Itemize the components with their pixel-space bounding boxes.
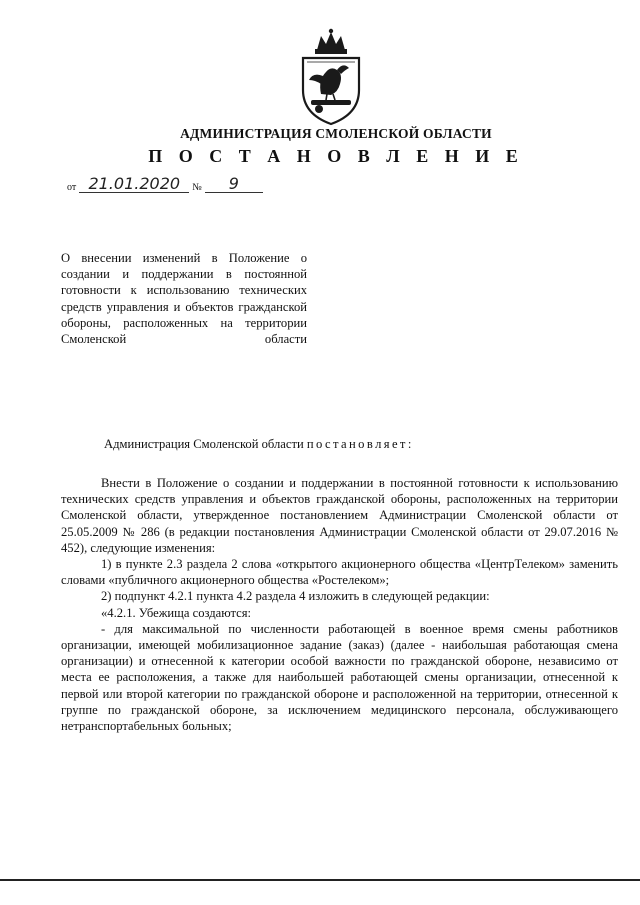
preamble-decree-word: постановляет: — [306, 437, 414, 451]
body-paragraph: 1) в пункте 2.3 раздела 2 слова «открытого акционерного общества «ЦентрТелеком» заменить словами «публичного акционерного общества «Ростелеком»; — [61, 557, 618, 588]
document-body — [61, 475, 618, 734]
document-date: 21.01.2020 — [79, 176, 189, 193]
date-from-label: от — [67, 182, 77, 193]
document-number: 9 — [205, 176, 263, 193]
preamble-lead: Администрация Смоленской области — [104, 437, 307, 451]
document-type-title: П О С Т А Н О В Л Е Н И Е — [148, 146, 524, 166]
bottom-divider — [0, 879, 640, 881]
organization-title: АДМИНИСТРАЦИЯ СМОЛЕНСКОЙ ОБЛАСТИ — [180, 126, 492, 141]
body-paragraph: 2) подпункт 4.2.1 пункта 4.2 раздела 4 изложить в следующей редакции: — [101, 589, 490, 604]
preamble — [104, 437, 414, 452]
document-subject: О внесении изменений в Положение о создании и поддержании в постоянной готовности к использованию технических средств управления и объектов гражданской обороны, расположенных на территории Смоленской области — [61, 251, 307, 347]
number-label: № — [192, 182, 202, 193]
date-number-line — [64, 176, 263, 193]
body-paragraph: - для максимальной по численности работающей в военное время смены работников организации, имеющей мобилизационное задание (заказ) (далее - наибольшая работающая смена организации) и отнесенной к категории особой важности по гражданской обороне, независимо от места ее расположения, а также для наибольшей работающей смены организации, отнесенной к первой или второй категории по гражданской обороне и расположенной на территории, отнесенной к группе по гражданской обороне, за исключением медицинского персонала, обслуживающего нетранспортабельных больных; — [61, 621, 618, 734]
body-paragraph: «4.2.1. Убежища создаются: — [101, 605, 252, 620]
coat-of-arms-icon — [293, 28, 369, 126]
body-paragraph: Внести в Положение о создании и поддержании в постоянной готовности к использованию технических средств управления и объектов гражданской обороны, расположенных на территории Смоленской области, утвержденное постановлением Администрации Смоленской области от 25.05.2009 № 286 (в редакции постановления Администрации Смоленской области от 29.07.2016 № 452), следующие изменения: — [61, 476, 618, 555]
